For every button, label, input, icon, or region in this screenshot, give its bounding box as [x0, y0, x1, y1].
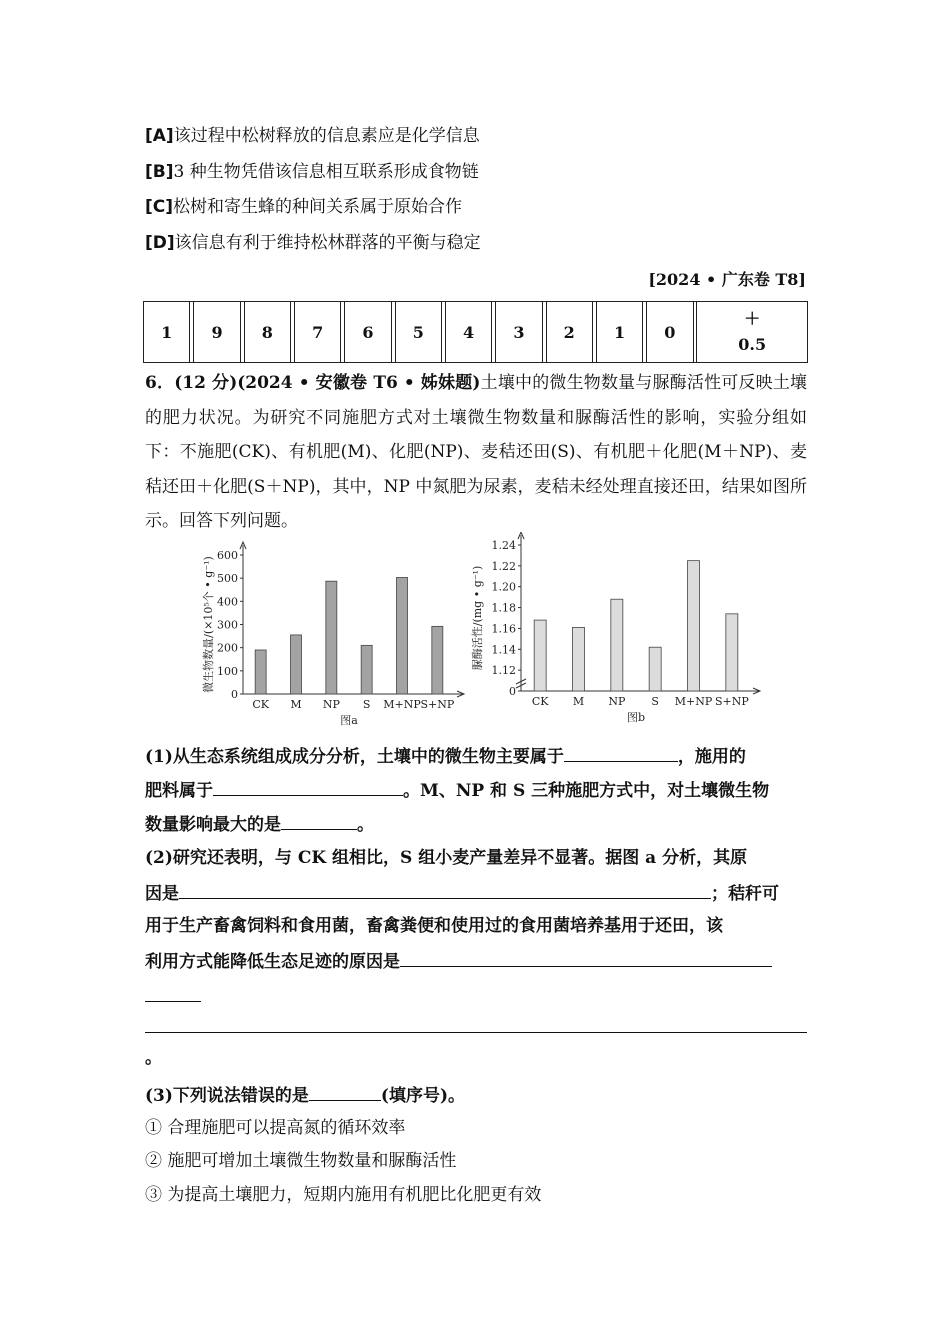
y-tick-label: 100 — [217, 664, 238, 678]
option-d-tag: [D] — [145, 233, 175, 253]
question-stem — [145, 366, 807, 539]
q1-line2 — [145, 777, 769, 803]
y-tick-label: 0 — [509, 685, 516, 698]
bar — [291, 635, 302, 694]
q1-text-b: ，施用的 — [677, 747, 746, 767]
score-cell[interactable]: 9 — [194, 302, 240, 363]
option-c-text: 松树和寄生蜂的种间关系属于原始合作 — [173, 197, 463, 217]
bar — [534, 620, 546, 691]
option-a-text: 该过程中松树释放的信息素应是化学信息 — [173, 126, 480, 146]
bar — [649, 647, 661, 691]
score-table — [143, 301, 808, 363]
score-cell[interactable]: 7 — [294, 302, 340, 363]
y-tick-label: 1.22 — [491, 559, 516, 573]
option-b-tag: [B] — [145, 162, 174, 182]
x-tick-label: M — [572, 695, 585, 708]
y-tick-label: 1.18 — [491, 601, 516, 615]
chart-b — [463, 532, 763, 734]
chart-title: 图b — [626, 711, 646, 724]
option-c-tag: [C] — [145, 197, 174, 217]
score-cell[interactable]: 3 — [496, 302, 542, 363]
y-tick-label: 1.16 — [491, 622, 516, 636]
x-tick-label: M+NP — [383, 698, 421, 711]
q1-text-e: 数量影响最大的是 — [145, 815, 281, 835]
score-cell[interactable]: 2 — [546, 302, 592, 363]
question-body: 土壤中的微生物数量与脲酶活性可反映土壤的肥力状况。为研究不同施肥方式对土壤微生物数量和脲酶活性的影响，实验分组如下：不施肥(CK)、有机肥(M)、化肥(NP)、麦秸还田(S)、有机肥＋化肥(M＋NP)、麦秸还田＋化肥(S＋NP)，其中，NP 中氮肥为尿素，麦秸未经处理直接还田，结果如图所示。回答下列问题。 — [145, 373, 808, 531]
x-tick-label: CK — [531, 695, 549, 708]
bar — [397, 577, 408, 694]
y-tick-label: 200 — [217, 641, 238, 655]
option-b-text: 3 种生物凭借该信息相互联系形成食物链 — [173, 162, 479, 182]
q1-line3 — [145, 811, 374, 837]
score-half: 0.5 — [738, 335, 767, 354]
q2-text-b: 因是 — [145, 884, 179, 904]
score-cell[interactable]: 5 — [395, 302, 441, 363]
y-tick-label: 1.24 — [491, 539, 516, 552]
option-d-text: 该信息有利于维持松林群落的平衡与稳定 — [174, 233, 481, 253]
q2-line3 — [145, 914, 723, 938]
bar — [361, 645, 372, 694]
bar — [611, 599, 623, 691]
q2-blank-1[interactable] — [179, 880, 711, 899]
x-tick-label: M+NP — [674, 695, 713, 708]
bar — [255, 650, 266, 694]
y-tick-label: 500 — [217, 572, 238, 586]
y-tick-label: 400 — [217, 595, 238, 609]
y-axis-label: 脲酶活性/(mg • g⁻¹) — [471, 565, 484, 671]
q3-item-2: ② 施肥可增加土壤微生物数量和脲酶活性 — [145, 1151, 457, 1171]
score-cell-half[interactable] — [697, 302, 808, 363]
q2-line2 — [145, 880, 779, 906]
y-tick-label: 0 — [231, 688, 238, 701]
q2-line-end — [145, 1046, 162, 1070]
bar — [726, 614, 738, 691]
q2-line4 — [145, 948, 772, 974]
q1-blank-1[interactable] — [564, 743, 678, 762]
score-cell[interactable]: 0 — [647, 302, 693, 363]
y-tick-label: 1.12 — [491, 664, 516, 678]
q2-line1 — [145, 846, 747, 870]
q1-blank-2[interactable] — [213, 777, 403, 796]
source-citation: [2024 • 广东卷 T8] — [648, 270, 806, 289]
x-tick-label: S+NP — [714, 695, 749, 708]
q1-text-c: 肥料属于 — [145, 781, 213, 801]
bar — [326, 581, 337, 694]
y-axis-label: 微生物数量/(×10⁵个 • g⁻¹) — [202, 556, 215, 693]
q1-line1 — [145, 743, 746, 769]
option-c — [145, 195, 462, 219]
chart-a — [190, 538, 475, 738]
q2-text-a: (2)研究还表明，与 CK 组相比，S 组小麦产量差异不显著。据图 a 分析，其原 — [145, 848, 748, 868]
score-cell[interactable]: 4 — [445, 302, 491, 363]
q1-text-a: (1)从生态系统组成成分分析，土壤中的微生物主要属于 — [145, 747, 564, 767]
bar — [688, 561, 700, 691]
x-tick-label: S — [362, 698, 371, 711]
y-tick-label: 1.20 — [491, 580, 516, 594]
x-tick-label: NP — [608, 695, 626, 708]
score-cell[interactable]: 6 — [345, 302, 391, 363]
x-tick-label: NP — [322, 698, 340, 711]
q2-text-e: 利用方式能降低生态足迹的原因是 — [145, 952, 400, 972]
y-tick-label: 600 — [217, 549, 238, 562]
y-tick-label: 1.14 — [491, 643, 516, 657]
q3-blank[interactable] — [309, 1082, 381, 1101]
q2-text-d: 用于生产畜禽饲料和食用菌，畜禽粪便和使用过的食用菌培养基用于还田，该 — [145, 916, 723, 936]
bar — [432, 626, 443, 694]
x-tick-label: S+NP — [420, 698, 455, 711]
q3-text-a: (3)下列说法错误的是 — [145, 1086, 309, 1106]
option-a — [145, 124, 480, 148]
y-tick-label: 300 — [217, 618, 238, 632]
q2-blank-3[interactable] — [145, 1032, 807, 1033]
question-head: 6．(12 分)(2024 • 安徽卷 T6 • 姊妹题) — [145, 373, 481, 393]
bar — [573, 627, 585, 691]
q3-item-3: ③ 为提高土壤肥力，短期内施用有机肥比化肥更有效 — [145, 1185, 542, 1205]
chart-title: 图a — [340, 714, 358, 727]
q3-item-1: ① 合理施肥可以提高氮的循环效率 — [145, 1118, 406, 1138]
score-cell[interactable]: 1 — [596, 302, 642, 363]
score-cell[interactable]: 8 — [244, 302, 290, 363]
q2-blank-2-cont[interactable] — [145, 1001, 201, 1002]
q2-blank-2[interactable] — [400, 948, 772, 967]
q1-text-f: 。 — [357, 815, 374, 835]
option-b — [145, 160, 479, 184]
q1-text-d: 。M、NP 和 S 三种施肥方式中，对土壤微生物 — [403, 781, 770, 801]
score-plus: ＋ — [744, 309, 761, 328]
q2-text-f: 。 — [145, 1048, 162, 1068]
option-a-tag: [A] — [145, 126, 174, 146]
q3-text-b: (填序号)。 — [380, 1086, 466, 1106]
q1-blank-3[interactable] — [281, 811, 357, 830]
q2-text-c: ；秸秆可 — [711, 884, 779, 904]
x-tick-label: CK — [252, 698, 269, 711]
q3-line1 — [145, 1082, 465, 1108]
option-d — [145, 231, 481, 255]
x-tick-label: M — [290, 698, 302, 711]
x-tick-label: S — [651, 695, 659, 708]
score-cell[interactable]: 1 — [144, 302, 190, 363]
